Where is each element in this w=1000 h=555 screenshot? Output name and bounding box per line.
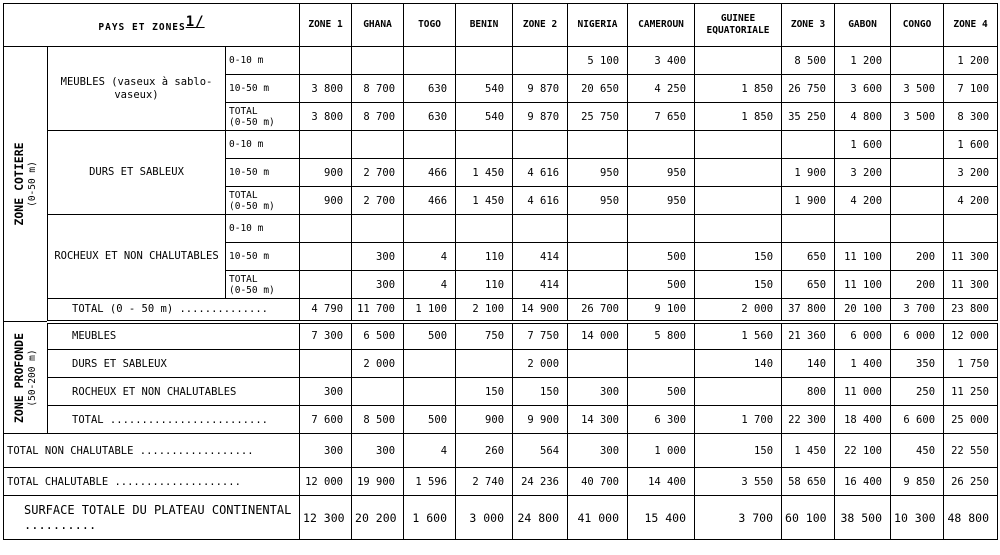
value-cell: 1 600 [404,496,456,540]
value-cell [695,187,782,215]
value-cell: 9 870 [513,103,568,131]
table-row [4,299,998,322]
value-cell: 1 200 [944,47,998,75]
value-cell: 6 000 [891,322,944,350]
value-cell [352,131,404,159]
value-cell: 37 800 [782,299,835,322]
value-cell: 9 100 [628,299,695,322]
header-title: PAYS ET ZONES [98,22,186,33]
col-header: NIGERIA [568,4,628,47]
value-cell: 466 [404,187,456,215]
category-durs: DURS ET SABLEUX [48,131,226,215]
value-cell [891,47,944,75]
value-cell [300,271,352,299]
row-label: TOTAL ......................... [48,406,300,434]
value-cell: 6 600 [891,406,944,434]
value-cell [628,350,695,378]
value-cell: 4 200 [944,187,998,215]
value-cell: 14 300 [568,406,628,434]
value-cell [513,215,568,243]
value-cell [782,131,835,159]
value-cell: 22 550 [944,434,998,468]
value-cell [352,215,404,243]
zone-cotiere-range: (0-50 m) [26,161,38,207]
value-cell: 200 [891,243,944,271]
value-cell: 12 000 [300,468,352,496]
table-row [4,406,998,434]
value-cell: 500 [404,322,456,350]
value-cell: 1 600 [835,131,891,159]
value-cell: 950 [568,159,628,187]
value-cell: 11 100 [835,243,891,271]
value-cell: 20 650 [568,75,628,103]
value-cell: 5 100 [568,47,628,75]
value-cell: 9 850 [891,468,944,496]
value-cell: 25 750 [568,103,628,131]
zone-cotiere-label [4,47,48,322]
value-cell: 350 [891,350,944,378]
depth-label: 0-10 m [226,47,300,75]
depth-total-line1: TOTAL [229,105,258,117]
value-cell: 950 [628,159,695,187]
value-cell: 2 000 [695,299,782,322]
value-cell: 14 400 [628,468,695,496]
value-cell: 3 600 [835,75,891,103]
value-cell: 8 700 [352,103,404,131]
value-cell: 540 [456,75,513,103]
value-cell: 26 250 [944,468,998,496]
value-cell: 800 [782,378,835,406]
value-cell: 6 000 [835,322,891,350]
value-cell: 750 [456,322,513,350]
category-rocheux: ROCHEUX ET NON CHALUTABLES [48,215,226,299]
value-cell: 900 [300,187,352,215]
value-cell: 1 450 [456,187,513,215]
value-cell: 26 700 [568,299,628,322]
value-cell: 4 200 [835,187,891,215]
table-row [4,47,998,75]
table-row [4,131,998,159]
value-cell [628,215,695,243]
value-cell: 6 500 [352,322,404,350]
value-cell: 6 300 [628,406,695,434]
value-cell: 3 400 [628,47,695,75]
depth-total-label [226,271,300,299]
header-row [4,4,998,47]
value-cell: 2 000 [352,350,404,378]
value-cell: 1 000 [628,434,695,468]
value-cell [695,131,782,159]
value-cell: 1 850 [695,75,782,103]
row-label: ROCHEUX ET NON CHALUTABLES [48,378,300,406]
value-cell: 140 [695,350,782,378]
value-cell: 466 [404,159,456,187]
depth-label: 10-50 m [226,243,300,271]
zone-profonde-range: (50-200 m) [26,348,38,407]
value-cell: 630 [404,75,456,103]
value-cell [456,215,513,243]
value-cell [944,215,998,243]
value-cell: 300 [352,271,404,299]
value-cell: 4 [404,243,456,271]
value-cell: 41 000 [568,496,628,540]
value-cell: 60 100 [782,496,835,540]
value-cell: 950 [568,187,628,215]
value-cell: 500 [404,406,456,434]
value-cell: 150 [695,243,782,271]
value-cell: 20 200 [352,496,404,540]
value-cell: 2 740 [456,468,513,496]
value-cell: 1 100 [404,299,456,322]
value-cell: 24 800 [513,496,568,540]
value-cell: 11 700 [352,299,404,322]
col-header: CAMEROUN [628,4,695,47]
value-cell: 300 [352,243,404,271]
value-cell [300,47,352,75]
value-cell [835,215,891,243]
value-cell [628,131,695,159]
value-cell: 20 100 [835,299,891,322]
col-header: GABON [835,4,891,47]
value-cell: 2 700 [352,187,404,215]
col-header: GUINEE EQUATORIALE [695,4,782,47]
value-cell [404,215,456,243]
value-cell: 260 [456,434,513,468]
value-cell: 14 900 [513,299,568,322]
row-label: TOTAL (0 - 50 m) .............. [48,299,300,322]
row-label: SURFACE TOTALE DU PLATEAU CONTINENTAL .......... [4,496,300,540]
footnote-marker: 1/ [185,14,205,30]
continental-shelf-table [3,3,998,540]
value-cell [513,131,568,159]
value-cell [352,378,404,406]
value-cell: 3 700 [695,496,782,540]
value-cell: 630 [404,103,456,131]
value-cell [568,243,628,271]
value-cell: 900 [300,159,352,187]
depth-total-line2: (0-50 m) [229,284,275,296]
value-cell: 3 800 [300,103,352,131]
depth-label: 0-10 m [226,215,300,243]
value-cell: 4 616 [513,159,568,187]
value-cell: 35 250 [782,103,835,131]
col-header: GHANA [352,4,404,47]
value-cell: 1 900 [782,187,835,215]
value-cell: 140 [782,350,835,378]
value-cell: 4 250 [628,75,695,103]
value-cell: 300 [300,434,352,468]
value-cell: 150 [456,378,513,406]
value-cell [352,47,404,75]
value-cell [782,215,835,243]
value-cell: 23 800 [944,299,998,322]
value-cell: 11 000 [835,378,891,406]
zone-profonde-label [4,322,48,434]
value-cell [404,350,456,378]
row-label: MEUBLES [48,322,300,350]
depth-total-label [226,187,300,215]
value-cell: 3 800 [300,75,352,103]
value-cell: 650 [782,243,835,271]
table-row [4,496,998,540]
value-cell [891,159,944,187]
value-cell: 22 300 [782,406,835,434]
value-cell [513,47,568,75]
table-row [4,468,998,496]
value-cell: 4 790 [300,299,352,322]
col-header: ZONE 1 [300,4,352,47]
value-cell: 450 [891,434,944,468]
value-cell: 1 450 [782,434,835,468]
value-cell: 500 [628,243,695,271]
value-cell: 110 [456,243,513,271]
value-cell [695,215,782,243]
value-cell: 1 750 [944,350,998,378]
value-cell: 21 360 [782,322,835,350]
value-cell: 11 250 [944,378,998,406]
value-cell [695,47,782,75]
value-cell: 7 100 [944,75,998,103]
value-cell [300,131,352,159]
value-cell: 1 400 [835,350,891,378]
value-cell [404,47,456,75]
col-header: TOGO [404,4,456,47]
value-cell: 38 500 [835,496,891,540]
col-header: ZONE 3 [782,4,835,47]
value-cell: 40 700 [568,468,628,496]
col-header: BENIN [456,4,513,47]
value-cell: 150 [513,378,568,406]
value-cell: 150 [695,271,782,299]
value-cell: 3 550 [695,468,782,496]
value-cell: 414 [513,271,568,299]
value-cell: 48 800 [944,496,998,540]
value-cell: 12 000 [944,322,998,350]
depth-total-line2: (0-50 m) [229,116,275,128]
value-cell: 1 850 [695,103,782,131]
row-label: TOTAL NON CHALUTABLE .................. [4,434,300,468]
value-cell: 11 300 [944,243,998,271]
value-cell: 24 236 [513,468,568,496]
zone-profonde-name: ZONE PROFONDE [11,332,26,423]
value-cell [404,378,456,406]
value-cell: 5 800 [628,322,695,350]
value-cell: 250 [891,378,944,406]
value-cell: 7 300 [300,322,352,350]
value-cell [568,350,628,378]
depth-total-line1: TOTAL [229,189,258,201]
value-cell: 1 560 [695,322,782,350]
value-cell: 19 900 [352,468,404,496]
value-cell [456,350,513,378]
value-cell: 4 [404,271,456,299]
value-cell: 11 300 [944,271,998,299]
value-cell: 1 450 [456,159,513,187]
depth-label: 10-50 m [226,75,300,103]
value-cell [891,187,944,215]
depth-total-line2: (0-50 m) [229,200,275,212]
value-cell [404,131,456,159]
value-cell: 3 700 [891,299,944,322]
depth-label: 0-10 m [226,131,300,159]
row-label: DURS ET SABLEUX [48,350,300,378]
value-cell: 3 500 [891,103,944,131]
zone-cotiere-name: ZONE COTIERE [11,142,26,226]
value-cell: 26 750 [782,75,835,103]
value-cell: 4 616 [513,187,568,215]
value-cell: 3 200 [835,159,891,187]
table-row [4,215,998,243]
value-cell: 3 500 [891,75,944,103]
value-cell: 500 [628,271,695,299]
value-cell: 1 200 [835,47,891,75]
value-cell: 540 [456,103,513,131]
header-title-cell [4,4,300,47]
value-cell: 2 000 [513,350,568,378]
value-cell: 16 400 [835,468,891,496]
value-cell [300,350,352,378]
value-cell: 900 [456,406,513,434]
value-cell: 3 200 [944,159,998,187]
value-cell: 200 [891,271,944,299]
row-label: TOTAL CHALUTABLE .................... [4,468,300,496]
value-cell: 8 700 [352,75,404,103]
table-row [4,350,998,378]
value-cell: 3 000 [456,496,513,540]
value-cell [891,215,944,243]
value-cell [695,159,782,187]
value-cell: 564 [513,434,568,468]
col-header: ZONE 4 [944,4,998,47]
value-cell: 300 [568,378,628,406]
category-meubles: MEUBLES (vaseux à sablo-vaseux) [48,47,226,131]
value-cell: 9 870 [513,75,568,103]
value-cell [456,131,513,159]
depth-total-line1: TOTAL [229,273,258,285]
value-cell: 300 [352,434,404,468]
value-cell: 300 [300,378,352,406]
value-cell [568,215,628,243]
value-cell: 110 [456,271,513,299]
value-cell [300,215,352,243]
value-cell: 15 400 [628,496,695,540]
table-row [4,378,998,406]
value-cell: 500 [628,378,695,406]
value-cell: 8 300 [944,103,998,131]
value-cell: 1 900 [782,159,835,187]
value-cell: 9 900 [513,406,568,434]
value-cell: 7 600 [300,406,352,434]
value-cell: 1 700 [695,406,782,434]
value-cell: 58 650 [782,468,835,496]
value-cell: 10 300 [891,496,944,540]
value-cell: 300 [568,434,628,468]
value-cell: 8 500 [782,47,835,75]
value-cell: 18 400 [835,406,891,434]
value-cell: 8 500 [352,406,404,434]
value-cell: 2 100 [456,299,513,322]
value-cell: 12 300 [300,496,352,540]
value-cell: 950 [628,187,695,215]
value-cell [300,243,352,271]
value-cell: 150 [695,434,782,468]
value-cell: 2 700 [352,159,404,187]
value-cell: 7 650 [628,103,695,131]
depth-label: 10-50 m [226,159,300,187]
depth-total-label [226,103,300,131]
value-cell: 7 750 [513,322,568,350]
value-cell [456,47,513,75]
value-cell: 1 596 [404,468,456,496]
col-header: ZONE 2 [513,4,568,47]
value-cell: 414 [513,243,568,271]
value-cell [695,378,782,406]
col-header: CONGO [891,4,944,47]
table-row [4,434,998,468]
value-cell: 650 [782,271,835,299]
value-cell [891,131,944,159]
value-cell: 11 100 [835,271,891,299]
value-cell: 4 [404,434,456,468]
value-cell [568,271,628,299]
value-cell: 1 600 [944,131,998,159]
table-row [4,322,998,350]
value-cell: 14 000 [568,322,628,350]
value-cell: 25 000 [944,406,998,434]
value-cell: 22 100 [835,434,891,468]
value-cell [568,131,628,159]
value-cell: 4 800 [835,103,891,131]
